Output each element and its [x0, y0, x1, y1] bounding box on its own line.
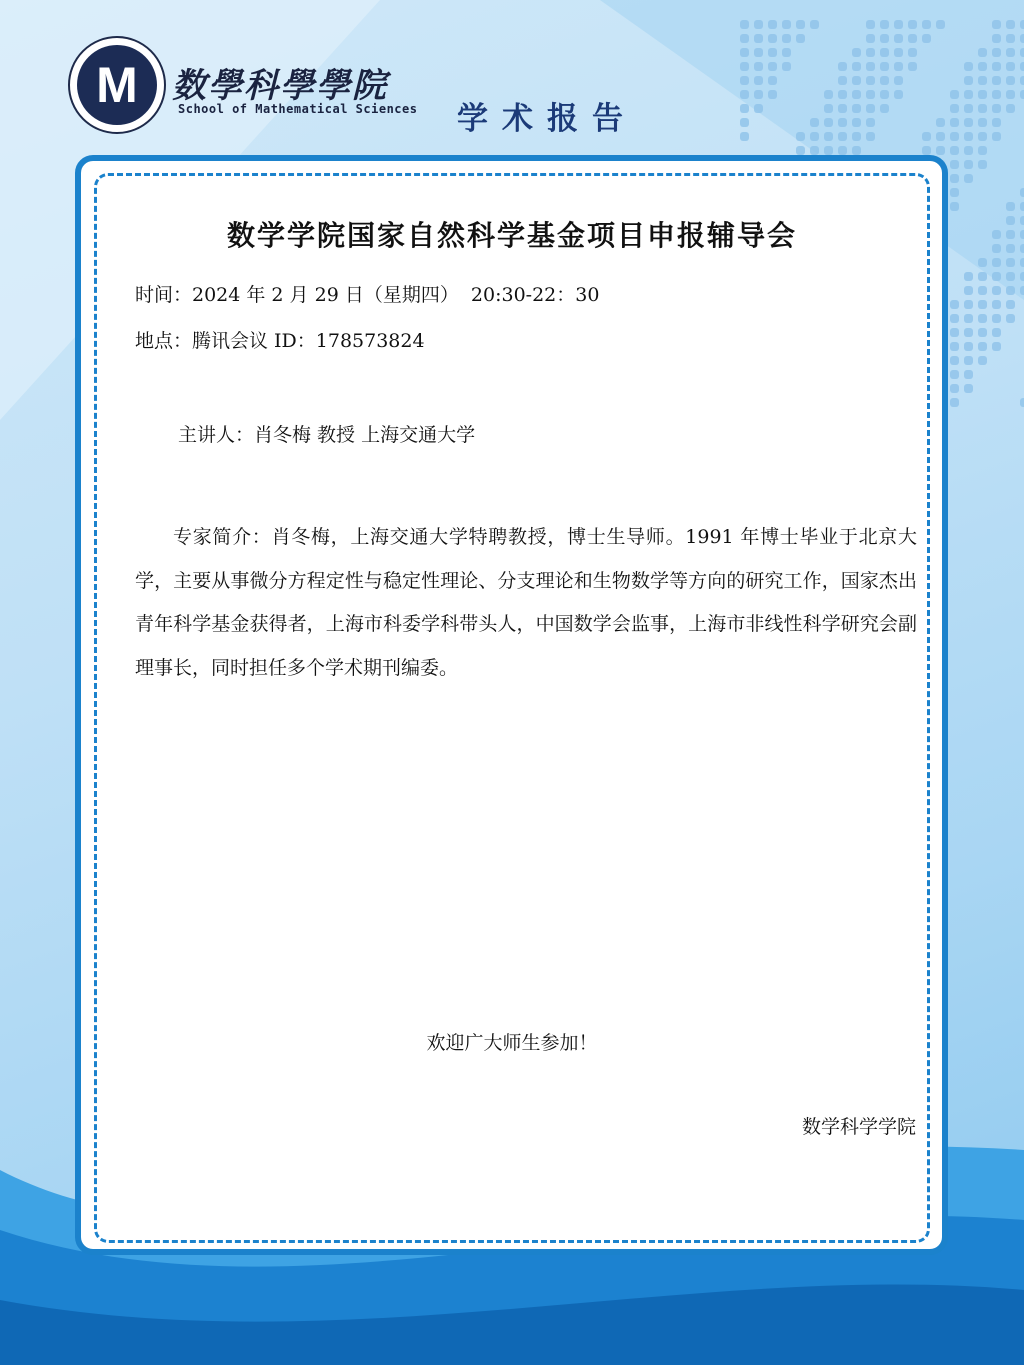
decor-dot — [866, 90, 875, 99]
decor-dot — [782, 62, 791, 71]
decor-dot — [1020, 286, 1024, 295]
decor-dot — [796, 34, 805, 43]
decor-dot — [978, 48, 987, 57]
decor-dot — [796, 146, 805, 155]
decor-dot — [796, 20, 805, 29]
decor-dot — [824, 146, 833, 155]
decor-dot — [824, 118, 833, 127]
decor-dot — [866, 48, 875, 57]
decor-dot — [964, 90, 973, 99]
decor-dot — [922, 34, 931, 43]
decor-dot — [950, 132, 959, 141]
decor-dot — [754, 48, 763, 57]
decor-dot — [964, 384, 973, 393]
decor-dot — [964, 328, 973, 337]
decor-dot — [978, 300, 987, 309]
decor-dot — [1020, 202, 1024, 211]
decor-dot — [754, 104, 763, 113]
decor-dot — [964, 300, 973, 309]
decor-dot — [810, 20, 819, 29]
decor-dot — [978, 356, 987, 365]
decor-dot — [852, 62, 861, 71]
decor-dot — [922, 146, 931, 155]
decor-dot — [992, 104, 1001, 113]
decor-dot — [824, 104, 833, 113]
decor-dot — [950, 370, 959, 379]
decor-dot — [964, 370, 973, 379]
decor-dot — [964, 314, 973, 323]
decor-dot — [978, 90, 987, 99]
decor-dot — [782, 48, 791, 57]
decor-dot — [950, 146, 959, 155]
decor-dot — [852, 90, 861, 99]
decor-dot — [964, 104, 973, 113]
decor-dot — [852, 132, 861, 141]
decor-dot — [852, 146, 861, 155]
decor-dot — [992, 300, 1001, 309]
decor-dot — [740, 34, 749, 43]
decor-dot — [964, 342, 973, 351]
decor-dot — [866, 20, 875, 29]
decor-dot — [782, 20, 791, 29]
decor-dot — [1006, 272, 1015, 281]
decor-dot — [768, 62, 777, 71]
event-title: 数学学院国家自然科学基金项目申报辅导会 — [226, 219, 797, 252]
decor-dot — [880, 34, 889, 43]
decor-dot — [1020, 90, 1024, 99]
decor-dot — [936, 118, 945, 127]
decor-dot — [1006, 90, 1015, 99]
decor-dot — [950, 384, 959, 393]
decor-dot — [922, 20, 931, 29]
decor-dot — [908, 48, 917, 57]
decor-dot — [964, 356, 973, 365]
decor-dot — [950, 118, 959, 127]
decor-dot — [1020, 34, 1024, 43]
decor-dot — [880, 20, 889, 29]
decor-dot — [866, 62, 875, 71]
decor-dot — [754, 34, 763, 43]
decor-dot — [810, 132, 819, 141]
decor-dot — [992, 118, 1001, 127]
decor-dot — [950, 356, 959, 365]
decor-dot — [950, 104, 959, 113]
decor-dot — [950, 90, 959, 99]
decor-dot — [964, 174, 973, 183]
decor-dot — [908, 20, 917, 29]
decor-dot — [894, 34, 903, 43]
decor-dot — [740, 20, 749, 29]
decor-dot — [852, 76, 861, 85]
decor-dot — [964, 62, 973, 71]
decor-dot — [740, 104, 749, 113]
decor-dot — [838, 62, 847, 71]
decor-dot — [866, 104, 875, 113]
decor-dot — [740, 62, 749, 71]
decor-dot — [880, 48, 889, 57]
decor-dot — [880, 104, 889, 113]
speaker-bio: 专家简介：肖冬梅，上海交通大学特聘教授，博士生导师。1991 年博士毕业于北京大学，主要从事微分方程定性与稳定性理论、分支理论和生物数学等方向的研究工作，国家杰出青年科学基金获得者，上海市科委学科带头人，中国数学会监事，上海市非线性科学研究会副理事长，同时担任多个学术期刊编委。 — [135, 526, 917, 679]
decor-dot — [978, 160, 987, 169]
decor-dot — [838, 146, 847, 155]
decor-dot — [796, 132, 805, 141]
decor-dot — [992, 258, 1001, 267]
decor-dot — [852, 118, 861, 127]
decor-dot — [936, 20, 945, 29]
decor-dot — [1006, 314, 1015, 323]
decor-dot — [754, 76, 763, 85]
decor-dot — [1006, 300, 1015, 309]
decor-dot — [838, 76, 847, 85]
decor-dot — [894, 76, 903, 85]
decor-dot — [754, 20, 763, 29]
decor-dot — [740, 118, 749, 127]
decor-dot — [992, 342, 1001, 351]
decor-dot — [992, 48, 1001, 57]
decor-dot — [992, 328, 1001, 337]
decor-dot — [978, 272, 987, 281]
decor-dot — [852, 48, 861, 57]
decor-dot — [1006, 20, 1015, 29]
decor-dot — [1020, 188, 1024, 197]
decor-dot — [964, 132, 973, 141]
decor-dot — [740, 76, 749, 85]
decor-dot — [908, 62, 917, 71]
decor-dot — [1006, 48, 1015, 57]
decor-dot — [1020, 398, 1024, 407]
decor-dot — [852, 104, 861, 113]
decor-dot — [838, 90, 847, 99]
decor-dot — [978, 286, 987, 295]
decor-dot — [908, 34, 917, 43]
decor-dot — [768, 34, 777, 43]
decor-dot — [824, 90, 833, 99]
decor-dot — [978, 132, 987, 141]
speaker: 主讲人：肖冬梅 教授 上海交通大学 — [178, 424, 476, 446]
decor-dot — [740, 90, 749, 99]
decor-dot — [1020, 20, 1024, 29]
decor-dot — [740, 48, 749, 57]
decor-dot — [810, 118, 819, 127]
decor-dot — [880, 62, 889, 71]
decor-dot — [964, 76, 973, 85]
decor-dot — [978, 104, 987, 113]
decor-dot — [866, 132, 875, 141]
decor-dot — [950, 328, 959, 337]
signature: 数学科学学院 — [801, 1116, 916, 1138]
decor-dot — [978, 76, 987, 85]
decor-dot — [950, 342, 959, 351]
decor-dot — [894, 20, 903, 29]
decor-dot — [1020, 272, 1024, 281]
decor-dot — [754, 62, 763, 71]
school-name-cn: 数學科學學院 — [172, 66, 388, 106]
decor-dot — [894, 48, 903, 57]
decor-dot — [922, 132, 931, 141]
decor-dot — [1006, 104, 1015, 113]
decor-dot — [964, 160, 973, 169]
decor-dot — [768, 48, 777, 57]
decor-dot — [768, 90, 777, 99]
decor-dot — [1006, 258, 1015, 267]
decor-dot — [1006, 76, 1015, 85]
decor-dot — [978, 314, 987, 323]
decor-dot — [880, 76, 889, 85]
decor-dot — [936, 146, 945, 155]
welcome-text: 欢迎广大师生参加！ — [426, 1032, 598, 1054]
decor-dot — [950, 174, 959, 183]
decor-dot — [1006, 62, 1015, 71]
decor-dot — [894, 62, 903, 71]
decor-dot — [1006, 34, 1015, 43]
decor-dot — [880, 90, 889, 99]
decor-dot — [866, 118, 875, 127]
decor-dot — [964, 146, 973, 155]
decor-dot — [978, 146, 987, 155]
decor-dot — [992, 132, 1001, 141]
decor-dot — [936, 132, 945, 141]
event-location: 地点：腾讯会议 ID：178573824 — [135, 330, 425, 352]
decor-dot — [978, 118, 987, 127]
decor-dot — [950, 314, 959, 323]
decor-dot — [740, 132, 749, 141]
decor-dot — [950, 160, 959, 169]
event-time: 时间：2024 年 2 月 29 日（星期四） 20:30-22：30 — [135, 284, 600, 306]
decor-dot — [950, 300, 959, 309]
decor-dot — [950, 398, 959, 407]
school-logo — [68, 36, 166, 134]
decor-dot — [894, 90, 903, 99]
decor-dot — [838, 118, 847, 127]
decor-dot — [964, 272, 973, 281]
decor-dot — [964, 118, 973, 127]
decor-dot — [810, 146, 819, 155]
decor-dot — [1020, 48, 1024, 57]
decor-dot — [992, 34, 1001, 43]
decor-dot — [978, 62, 987, 71]
decor-dot — [1006, 202, 1015, 211]
decor-dot — [992, 314, 1001, 323]
decor-dot — [992, 76, 1001, 85]
decor-dot — [978, 342, 987, 351]
decor-dot — [1006, 286, 1015, 295]
decor-dot — [950, 188, 959, 197]
decor-dot — [866, 34, 875, 43]
decor-dot — [866, 76, 875, 85]
decor-dot — [824, 132, 833, 141]
decor-dot — [992, 90, 1001, 99]
decor-dot — [992, 20, 1001, 29]
decor-dot — [992, 62, 1001, 71]
decor-dot — [1020, 76, 1024, 85]
decor-dot — [754, 90, 763, 99]
section-heading: 学术报告 — [457, 101, 637, 137]
logo-emblem: M — [77, 45, 157, 125]
decor-dot — [838, 104, 847, 113]
decor-dot — [838, 132, 847, 141]
decor-dot — [992, 286, 1001, 295]
decor-dot — [768, 76, 777, 85]
decor-dot — [992, 272, 1001, 281]
school-name-en: School of Mathematical Sciences — [178, 102, 418, 116]
decor-dot — [978, 328, 987, 337]
decor-dot — [782, 34, 791, 43]
decor-dot — [964, 286, 973, 295]
decor-dot — [950, 202, 959, 211]
decor-dot — [1020, 258, 1024, 267]
decor-dot — [978, 258, 987, 267]
decor-dot — [1020, 62, 1024, 71]
decor-dot — [768, 20, 777, 29]
